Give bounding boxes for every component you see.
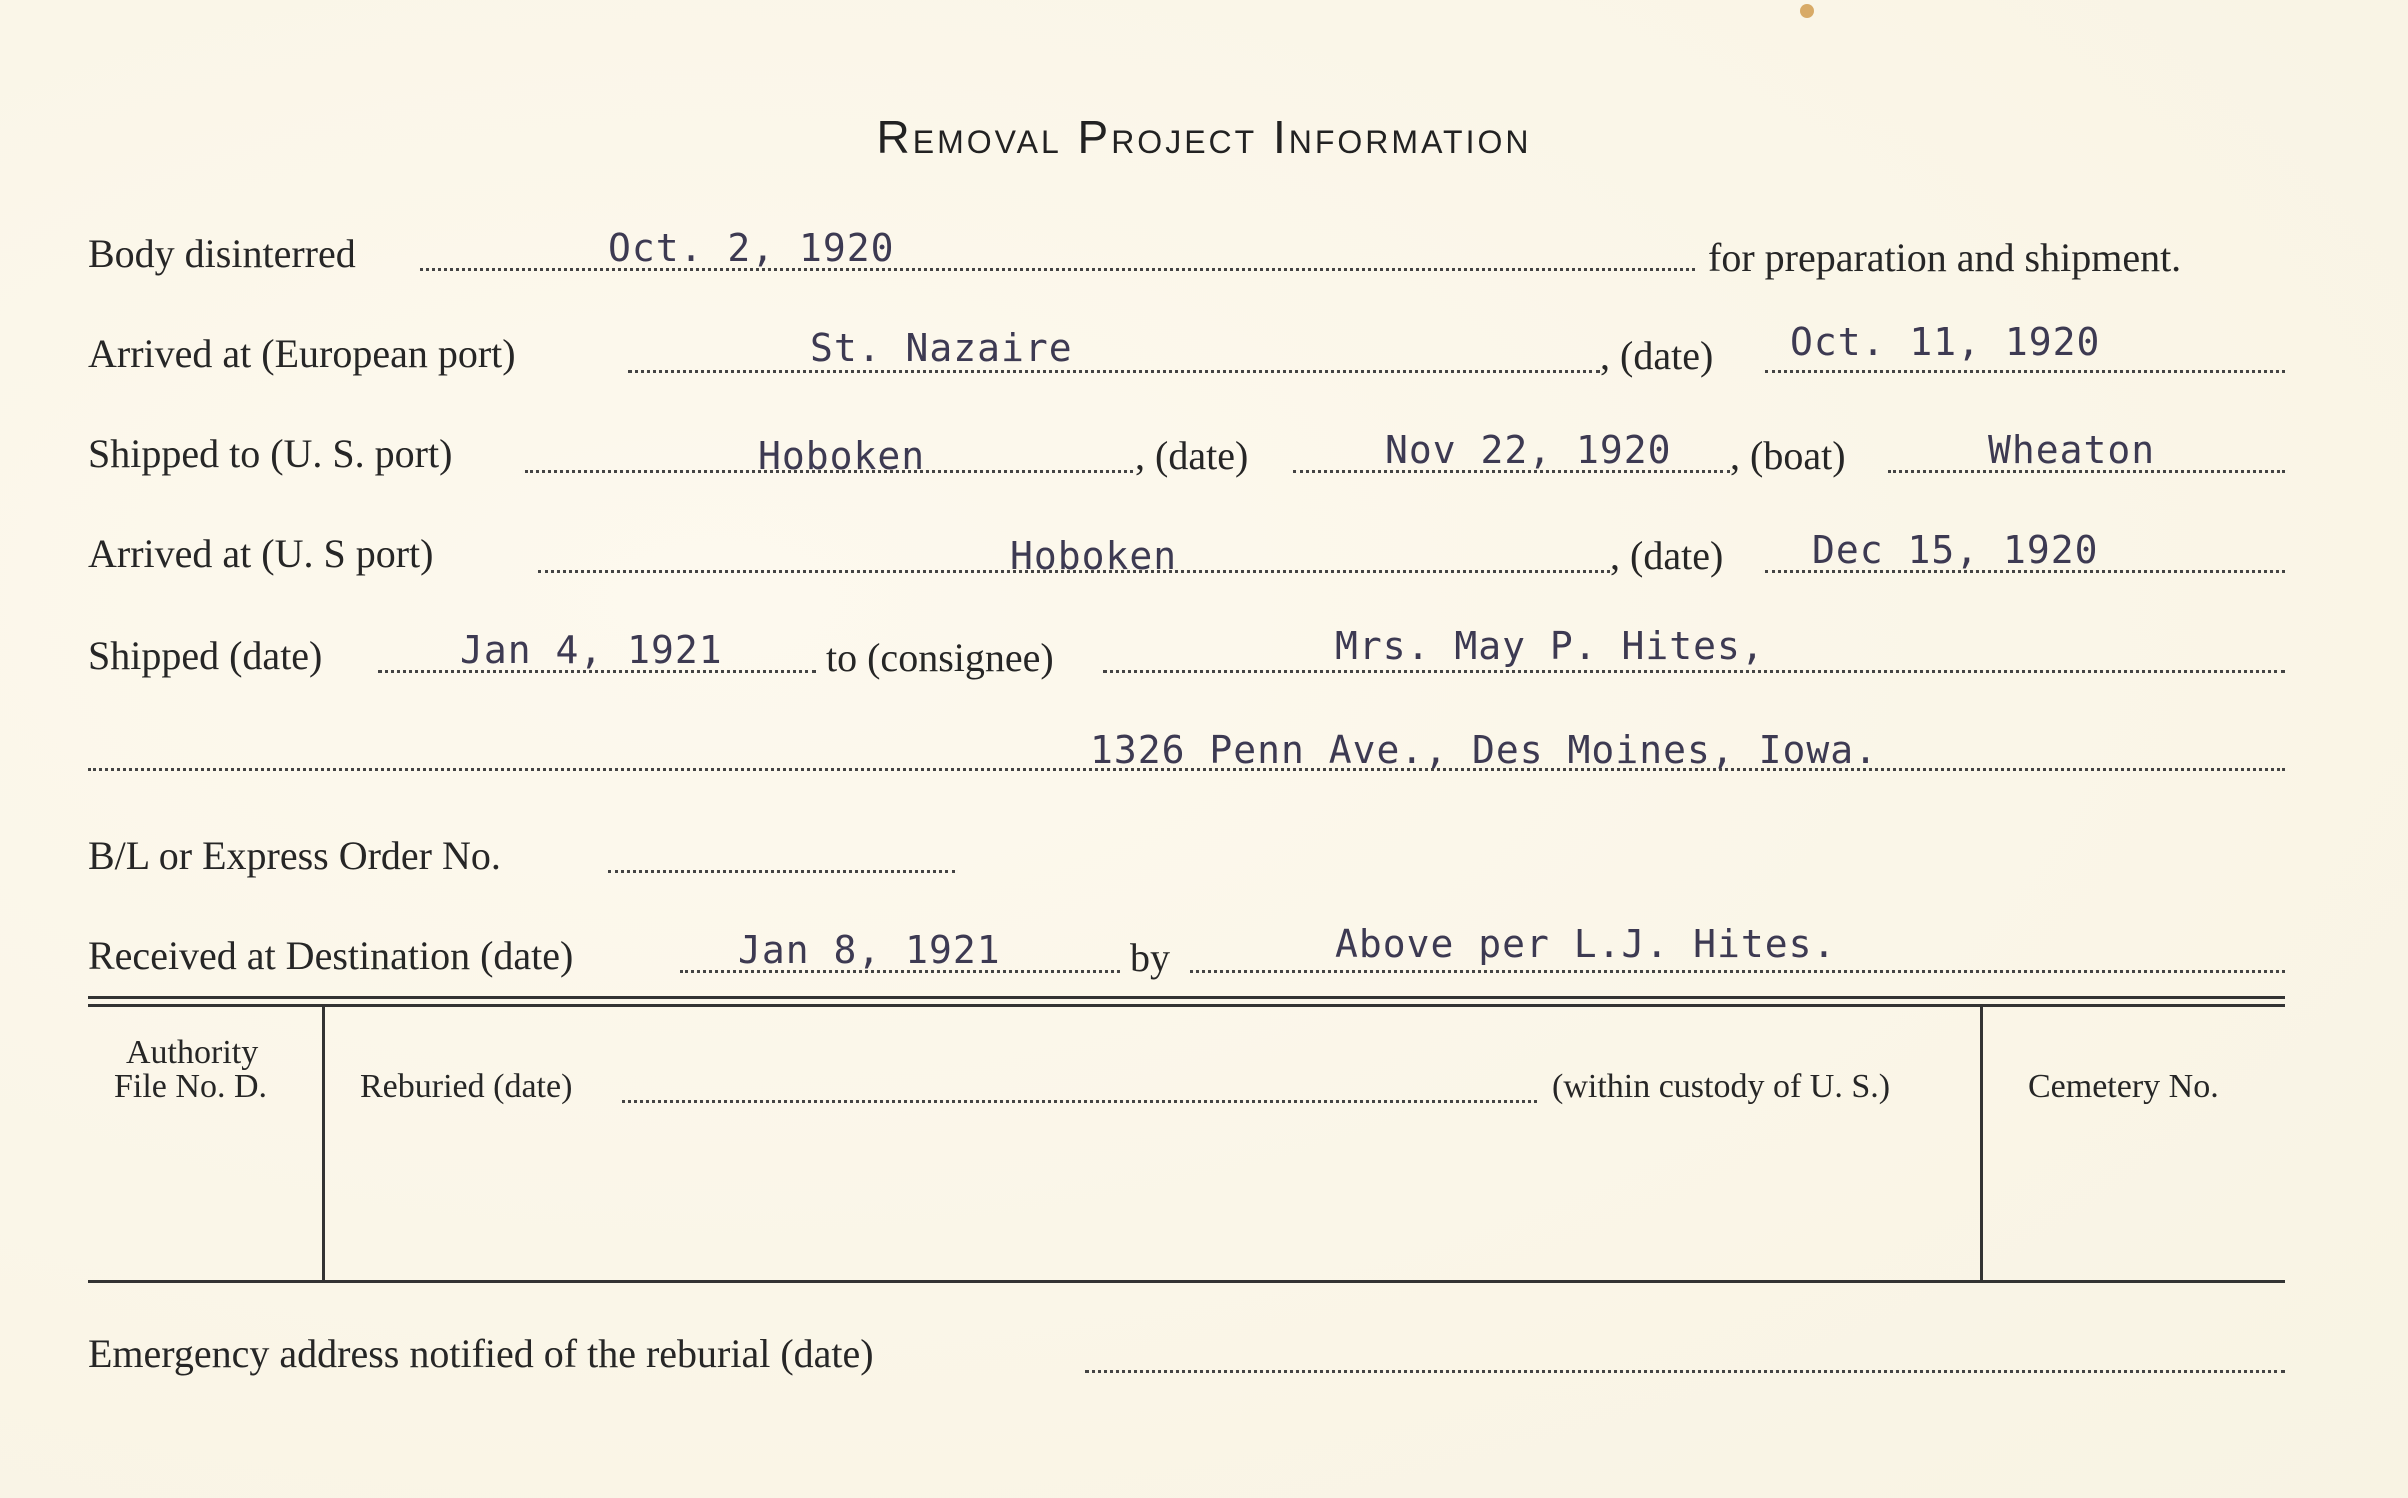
value-shipped: Jan 4, 1921 (460, 628, 723, 672)
label-received: Received at Destination (date) (88, 933, 574, 978)
value-arrived-us: Hoboken (1010, 534, 1178, 578)
label-cemetery-no: Cemetery No. (2028, 1068, 2219, 1105)
line-consignee (1103, 670, 2285, 673)
label-shipped-to: Shipped to (U. S. port) (88, 431, 453, 476)
ink-stain (1800, 4, 1814, 18)
line-reburied (622, 1100, 1537, 1103)
label-arrived-date: , (date) (1610, 533, 1724, 578)
value-disinterred: Oct. 2, 1920 (608, 226, 895, 270)
label-preparation: for preparation and shipment. (1708, 235, 2182, 280)
label-boat: , (boat) (1730, 433, 1846, 478)
line-by (1190, 970, 2285, 973)
value-consignee: Mrs. May P. Hites, (1335, 624, 1765, 668)
value-european-date: Oct. 11, 1920 (1790, 320, 2101, 364)
value-boat: Wheaton (1988, 428, 2156, 472)
label-file-no: File No. D. (114, 1068, 267, 1105)
label-body-disinterred: Body disinterred (88, 231, 356, 276)
box-bottom-rule (88, 1280, 2285, 1283)
label-authority: Authority (126, 1034, 259, 1071)
value-address: 1326 Penn Ave., Des Moines, Iowa. (1090, 728, 1878, 772)
label-european-date: , (date) (1600, 333, 1714, 378)
label-custody: (within custody of U. S.) (1552, 1068, 1891, 1105)
value-shipped-date: Nov 22, 1920 (1385, 428, 1672, 472)
line-emergency (1085, 1370, 2285, 1373)
box-divider-right (1980, 1006, 1983, 1280)
label-shipped: Shipped (date) (88, 633, 323, 678)
label-reburied: Reburied (date) (360, 1068, 573, 1105)
box-divider-left (322, 1006, 325, 1280)
label-consignee: to (consignee) (826, 635, 1054, 680)
line-european-port (628, 370, 1600, 373)
value-arrived-date: Dec 15, 1920 (1812, 528, 2099, 572)
value-received: Jan 8, 1921 (738, 928, 1001, 972)
line-bl (608, 870, 955, 873)
label-emergency: Emergency address notified of the reburial (date) (88, 1331, 874, 1376)
label-european-port: Arrived at (European port) (88, 331, 516, 376)
card-title: Removal Project Information (876, 111, 1532, 163)
value-shipped-to: Hoboken (758, 434, 926, 478)
line-european-date (1765, 370, 2285, 373)
label-bl: B/L or Express Order No. (88, 833, 501, 878)
value-european-port: St. Nazaire (810, 326, 1073, 370)
value-by: Above per L.J. Hites. (1335, 922, 1837, 966)
label-arrived-us: Arrived at (U. S port) (88, 531, 434, 576)
label-shipped-date: , (date) (1135, 433, 1249, 478)
box-top-rule-1 (88, 996, 2285, 999)
label-by: by (1130, 935, 1170, 980)
box-top-rule-2 (88, 1004, 2285, 1007)
